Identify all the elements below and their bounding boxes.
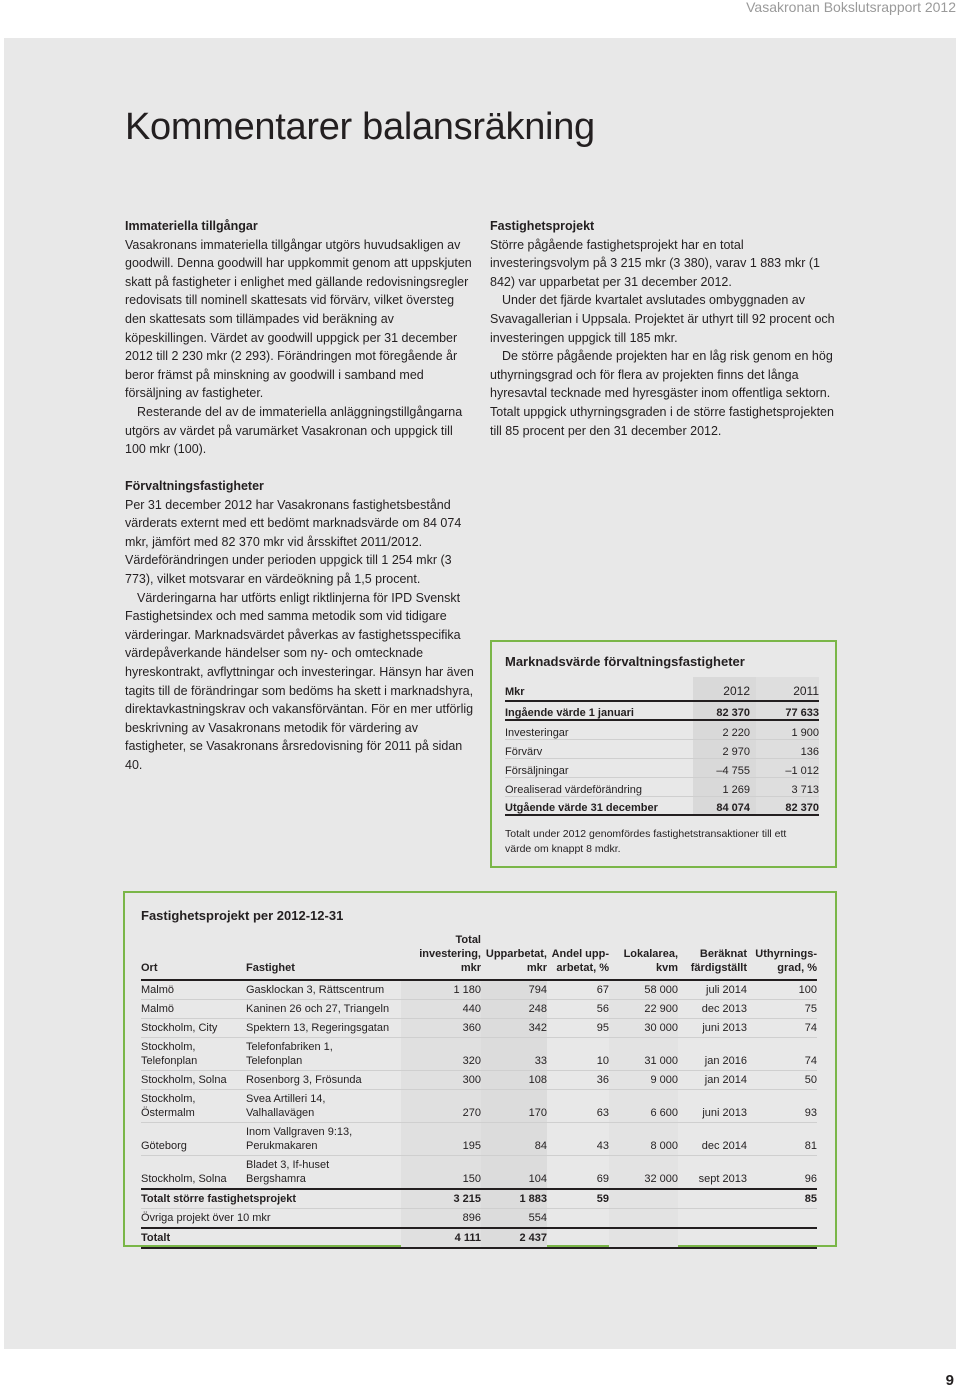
cell-fardig: dec 2014	[678, 1123, 747, 1156]
table-row	[141, 1123, 817, 1156]
paragraph: Resterande del av de immateriella anläggningstillgångarna utgörs av värdet på varumärket Vasakronan och uppgick till 100 mkr (100).	[125, 404, 463, 457]
cell-invest: 440	[401, 1000, 481, 1019]
table-row-grand-total	[141, 1228, 817, 1248]
cell-upparbetat: 554	[481, 1209, 547, 1229]
table-row	[505, 777, 819, 796]
value-2011: 3 713	[756, 777, 819, 796]
cell-fastighet: Telefonfabriken 1, Telefonplan	[246, 1038, 401, 1071]
section-heading: Fastighetsprojekt	[490, 219, 595, 233]
cell-fardig	[678, 1189, 747, 1209]
cell-ort: Stockholm, Solna	[141, 1156, 246, 1190]
header-upparbetat: Upparbetat, mkr	[481, 933, 547, 980]
cell-fardig: jan 2016	[678, 1038, 747, 1071]
table-row	[141, 1038, 817, 1071]
cell-area: 8 000	[609, 1123, 678, 1156]
cell-invest: 360	[401, 1019, 481, 1038]
cell-andel	[547, 1209, 609, 1229]
cell-upparbetat: 84	[481, 1123, 547, 1156]
cell-upparbetat: 2 437	[481, 1228, 547, 1248]
row-label: Utgående värde 31 december	[505, 796, 693, 815]
col-2012: 2012	[693, 677, 756, 701]
cell-upparbetat: 794	[481, 980, 547, 1000]
market-value-title: Marknadsvärde förvaltningsfastigheter	[505, 654, 745, 669]
cell-ort: Stockholm, City	[141, 1019, 246, 1038]
row-label: Försäljningar	[505, 758, 693, 777]
cell-invest: 150	[401, 1156, 481, 1190]
table-row	[141, 1000, 817, 1019]
section-fastighetsprojekt	[490, 217, 835, 440]
cell-andel: 95	[547, 1019, 609, 1038]
cell-upparbetat: 342	[481, 1019, 547, 1038]
section-immateriella	[125, 217, 475, 459]
cell-fastighet: Inom Vallgraven 9:13, Perukmakaren	[246, 1123, 401, 1156]
cell-area	[609, 1189, 678, 1209]
cell-andel: 10	[547, 1038, 609, 1071]
cell-uthyr	[747, 1209, 817, 1229]
table-row	[505, 758, 819, 777]
cell-fardig: juni 2013	[678, 1090, 747, 1123]
cell-andel: 56	[547, 1000, 609, 1019]
cell-fastighet: Bladet 3, If-huset Bergshamra	[246, 1156, 401, 1190]
cell-uthyr: 50	[747, 1071, 817, 1090]
table-row-other	[141, 1209, 817, 1229]
value-2012: 2 970	[693, 739, 756, 758]
table-row	[141, 1090, 817, 1123]
value-2011: 1 900	[756, 720, 819, 739]
header-fastighet: Fastighet	[246, 933, 401, 980]
projects-title: Fastighetsprojekt per 2012-12-31	[141, 908, 344, 923]
market-value-box	[490, 640, 837, 868]
row-label: Totalt större fastighetsprojekt	[141, 1189, 401, 1209]
cell-uthyr: 93	[747, 1090, 817, 1123]
value-2011: 82 370	[756, 796, 819, 815]
cell-fastighet: Kaninen 26 och 27, Triangeln	[246, 1000, 401, 1019]
cell-area	[609, 1209, 678, 1229]
cell-uthyr	[747, 1228, 817, 1248]
row-label: Ingående värde 1 januari	[505, 701, 693, 720]
cell-upparbetat: 33	[481, 1038, 547, 1071]
paragraph: Per 31 december 2012 har Vasakronans fastighetsbestånd värderats externt med ett bedömt marknadsvärde om 84 074 mkr, jämfört med 82 370 mkr vid årsskiftet 2011/2012. Värdeförändringen under perioden uppgick till 1 254 mkr (3 773), vilket motsvarar en värdeökning på 1,5 procent.	[125, 497, 462, 586]
page-number: 9	[945, 1372, 954, 1389]
cell-area: 9 000	[609, 1071, 678, 1090]
paragraph: Värderingarna har utförts enligt riktlinjerna för IPD Svenskt Fastighetsindex och med samma metodik som vid tidigare värderingar. Marknadsvärdet påverkas av fastighetsspecifika värdepåverkande händelser som ny- och omtecknade hyreskontrakt, avflyttningar och investeringar. Hänsyn har även tagits till de förändringar som bedöms ha skett i marknadshyra, direktavkastningskrav och vakansförväntan. För en mer utförlig beskrivning av Vasakronans metodik för värdering av fastigheter, se Vasakronans årsredovisning för 2011 på sidan 40.	[125, 590, 474, 772]
value-2011: 77 633	[756, 701, 819, 720]
cell-andel: 59	[547, 1189, 609, 1209]
value-2012: –4 755	[693, 758, 756, 777]
header-lokalarea: Lokalarea, kvm	[609, 933, 678, 980]
value-2012: 2 220	[693, 720, 756, 739]
table-row	[141, 1071, 817, 1090]
cell-area: 30 000	[609, 1019, 678, 1038]
cell-fardig: dec 2013	[678, 1000, 747, 1019]
row-label: Orealiserad värdeförändring	[505, 777, 693, 796]
cell-andel: 69	[547, 1156, 609, 1190]
cell-invest: 195	[401, 1123, 481, 1156]
table-row	[505, 796, 819, 815]
cell-invest: 320	[401, 1038, 481, 1071]
market-value-note: Totalt under 2012 genomfördes fastighetstransaktioner till ett värde om knappt 8 mdkr.	[505, 828, 787, 855]
paragraph: Under det fjärde kvartalet avslutades ombyggnaden av Svavagallerian i Uppsala. Projektet är uthyrt till 92 procent och investeringen uppgick till 185 mkr.	[490, 293, 835, 345]
cell-fastighet: Gasklockan 3, Rättscentrum	[246, 980, 401, 1000]
cell-ort: Stockholm, Telefonplan	[141, 1038, 246, 1071]
row-label: Investeringar	[505, 720, 693, 739]
cell-fardig: juli 2014	[678, 980, 747, 1000]
cell-upparbetat: 108	[481, 1071, 547, 1090]
header-ort: Ort	[141, 933, 246, 980]
paragraph: De större pågående projekten har en låg risk genom en hög uthyrningsgrad och för flera av projekten finns det långa hyresavtal tecknade med hyresgäster inom offentliga sektorn. Totalt uppgick uthyrningsgraden i de större fastighetsprojekten till 85 procent per den 31 december 2012.	[490, 349, 834, 438]
cell-ort: Malmö	[141, 980, 246, 1000]
paragraph: Större pågående fastighetsprojekt har en total investeringsvolym på 3 215 mkr (3 380), varav 1 883 mkr (1 842) var upparbetat per 31 december 2012.	[490, 237, 820, 289]
cell-uthyr: 74	[747, 1019, 817, 1038]
cell-fastighet: Spektern 13, Regeringsgatan	[246, 1019, 401, 1038]
cell-area: 6 600	[609, 1090, 678, 1123]
table-row-total-large	[141, 1189, 817, 1209]
cell-area: 22 900	[609, 1000, 678, 1019]
value-2011: –1 012	[756, 758, 819, 777]
cell-area: 32 000	[609, 1156, 678, 1190]
cell-andel: 63	[547, 1090, 609, 1123]
cell-andel: 43	[547, 1123, 609, 1156]
market-value-table	[505, 677, 819, 816]
cell-invest: 1 180	[401, 980, 481, 1000]
cell-fardig	[678, 1228, 747, 1248]
cell-area	[609, 1228, 678, 1248]
row-label: Totalt	[141, 1228, 401, 1248]
cell-ort: Stockholm, Östermalm	[141, 1090, 246, 1123]
cell-fardig: jan 2014	[678, 1071, 747, 1090]
cell-andel: 36	[547, 1071, 609, 1090]
cell-upparbetat: 170	[481, 1090, 547, 1123]
cell-ort: Göteborg	[141, 1123, 246, 1156]
cell-upparbetat: 1 883	[481, 1189, 547, 1209]
value-2012: 84 074	[693, 796, 756, 815]
cell-uthyr: 96	[747, 1156, 817, 1190]
cell-invest: 896	[401, 1209, 481, 1229]
cell-invest: 270	[401, 1090, 481, 1123]
page-title: Kommentarer balansräkning	[125, 106, 595, 148]
cell-upparbetat: 104	[481, 1156, 547, 1190]
col-label: Mkr	[505, 677, 693, 701]
table-row	[141, 1156, 817, 1190]
row-label: Övriga projekt över 10 mkr	[141, 1209, 401, 1229]
cell-ort: Malmö	[141, 1000, 246, 1019]
cell-fardig: juni 2013	[678, 1019, 747, 1038]
table-row	[505, 701, 819, 720]
value-2011: 136	[756, 739, 819, 758]
cell-ort: Stockholm, Solna	[141, 1071, 246, 1090]
cell-upparbetat: 248	[481, 1000, 547, 1019]
value-2012: 1 269	[693, 777, 756, 796]
cell-uthyr: 100	[747, 980, 817, 1000]
cell-area: 58 000	[609, 980, 678, 1000]
cell-fardig	[678, 1209, 747, 1229]
table-row	[141, 1019, 817, 1038]
projects-box	[123, 891, 837, 1247]
section-forvaltningsfastigheter	[125, 477, 475, 775]
section-heading: Immateriella tillgångar	[125, 219, 258, 233]
col-2011: 2011	[756, 677, 819, 701]
table-header-row	[505, 677, 819, 701]
value-2012: 82 370	[693, 701, 756, 720]
cell-fardig: sept 2013	[678, 1156, 747, 1190]
row-label: Förvärv	[505, 739, 693, 758]
cell-andel: 67	[547, 980, 609, 1000]
paragraph: Vasakronans immateriella tillgångar utgörs huvudsakligen av goodwill. Denna goodwill har uppkommit genom att uppskjuten skatt på fastigheter i enlighet med gällande redovisningsregler redovisats till nominell skattesats vid förvärv, vilket översteg den skattesats som tillämpades vid beräkning av köpeskillingen. Värdet av goodwill uppgick per 31 december 2012 till 2 230 mkr (2 293). Förändringen mot föregående år beror främst på minskning av goodwill i samband med försäljning av fastigheter.	[125, 237, 472, 401]
cell-invest: 3 215	[401, 1189, 481, 1209]
header-andel: Andel upp- arbetat, %	[547, 933, 609, 980]
table-header-row	[141, 933, 817, 980]
header-uthyr: Uthyrnings- grad, %	[747, 933, 817, 980]
cell-uthyr: 74	[747, 1038, 817, 1071]
cell-invest: 300	[401, 1071, 481, 1090]
projects-table	[141, 933, 817, 1249]
table-row	[141, 980, 817, 1000]
section-heading: Förvaltningsfastigheter	[125, 479, 264, 493]
cell-area: 31 000	[609, 1038, 678, 1071]
cell-andel	[547, 1228, 609, 1248]
cell-uthyr: 81	[747, 1123, 817, 1156]
running-header: Vasakronan Bokslutsrapport 2012	[746, 0, 956, 15]
table-row	[505, 739, 819, 758]
cell-invest: 4 111	[401, 1228, 481, 1248]
header-invest: Total investering, mkr	[401, 933, 481, 980]
cell-uthyr: 75	[747, 1000, 817, 1019]
table-row	[505, 720, 819, 739]
cell-fastighet: Svea Artilleri 14, Valhallavägen	[246, 1090, 401, 1123]
cell-fastighet: Rosenborg 3, Frösunda	[246, 1071, 401, 1090]
cell-uthyr: 85	[747, 1189, 817, 1209]
header-fardig: Beräknat färdigställt	[678, 933, 747, 980]
